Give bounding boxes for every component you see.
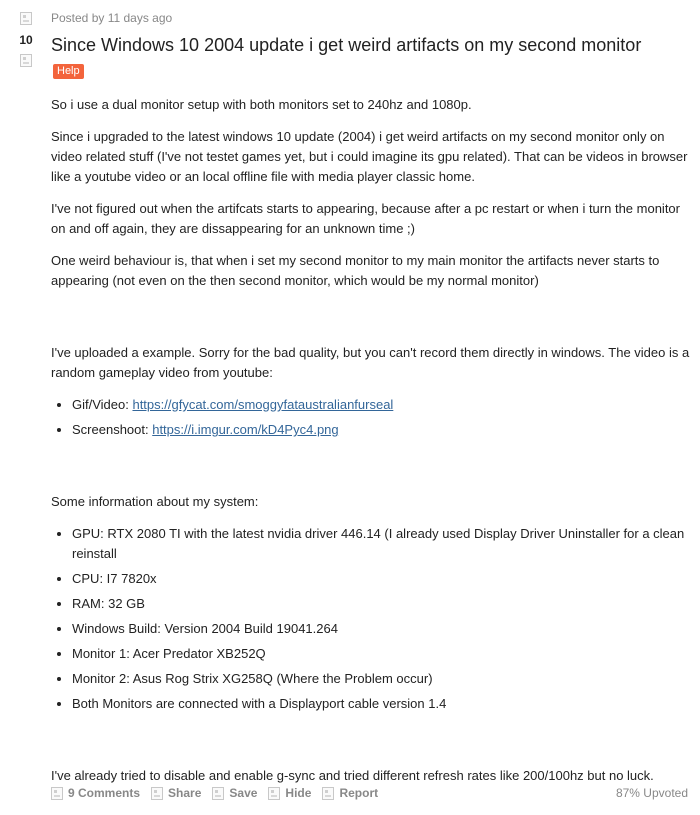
post-flair[interactable]: Help (53, 64, 84, 79)
upvote-arrow-icon[interactable] (20, 12, 32, 25)
hide-icon (268, 787, 280, 800)
screenshot-link[interactable]: https://i.imgur.com/kD4Pyc4.png (152, 422, 339, 437)
post-title[interactable]: Since Windows 10 2004 update i get weird artifacts on my second monitor (51, 35, 642, 55)
hide-label: Hide (285, 786, 312, 800)
screenshot-label: Screenshoot: (72, 422, 153, 437)
gif-link[interactable]: https://gfycat.com/smoggyfataustralianfurseal (132, 397, 394, 412)
paragraph: I've already tried to disable and enable g-sync and tried different refresh rates like 200/100hz but no luck. (51, 768, 654, 783)
paragraph: Since i upgraded to the latest windows 10 update (2004) i get weird artifacts on my second monitor only on video related stuff (I've not testet games yet, but i could imagine its gpu related). That can be videos in browser like a youtube video or an local offline file with media player classic home. (51, 129, 688, 184)
paragraph: I've not figured out when the artifcats starts to appearing, because after a pc restart or when i turn the monitor on and off again, they are dissappearing for an unknown time ;) (51, 201, 680, 236)
list-item: • Windows Build: Version 2004 Build 19041.264 (72, 619, 691, 639)
bookmark-icon (212, 787, 224, 800)
list-item (72, 420, 691, 440)
list-item: • CPU: I7 7820x (72, 569, 691, 589)
list-item: • Monitor 2: Asus Rog Strix XG258Q (Where the Problem occur) (72, 669, 691, 689)
spacer (51, 726, 691, 766)
downvote-arrow-icon[interactable] (20, 54, 32, 67)
share-label: Share (168, 786, 202, 800)
post-meta: Posted by 11 days ago (51, 11, 173, 25)
vote-column (18, 12, 34, 67)
list-item: • Monitor 1: Acer Predator XB252Q (72, 644, 691, 664)
list-item: • RAM: 32 GB (72, 594, 691, 614)
list-item: • Both Monitors are connected with a Displayport cable version 1.4 (72, 694, 691, 714)
paragraph: One weird behaviour is, that when i set my second monitor to my main monitor the artifacts never starts to appearing (not even on the then second monitor, which would be my normal monitor) (51, 253, 660, 288)
paragraph: So i use a dual monitor setup with both monitors set to 240hz and 1080p. (51, 97, 472, 112)
upvote-ratio: 87% Upvoted (615, 786, 688, 800)
links-list (51, 395, 691, 440)
spacer (51, 303, 691, 343)
system-info-list (51, 524, 691, 714)
share-button[interactable] (151, 786, 201, 800)
paragraph: Some information about my system: (51, 494, 259, 509)
spacer (51, 452, 691, 492)
post-body (51, 95, 691, 798)
save-button[interactable] (212, 786, 257, 800)
post-score: 10 (19, 33, 33, 47)
share-icon (151, 787, 163, 800)
hide-button[interactable] (268, 786, 311, 800)
post-actions (51, 786, 688, 800)
comments-label: 9 Comments (68, 786, 141, 800)
report-button[interactable] (322, 786, 378, 800)
paragraph: I've uploaded a example. Sorry for the bad quality, but you can't record them directly in windows. The video is a random gameplay video from youtube: (51, 345, 690, 380)
report-label: Report (339, 786, 379, 800)
comment-icon (51, 787, 63, 800)
gif-label: Gif/Video: (72, 397, 133, 412)
flag-icon (322, 787, 334, 800)
list-item: • GPU: RTX 2080 TI with the latest nvidia driver 446.14 (I already used Display Driver Uninstaller for a clean reinstall (72, 524, 691, 564)
save-label: Save (229, 786, 258, 800)
list-item (72, 395, 691, 415)
comments-button[interactable] (51, 786, 140, 800)
